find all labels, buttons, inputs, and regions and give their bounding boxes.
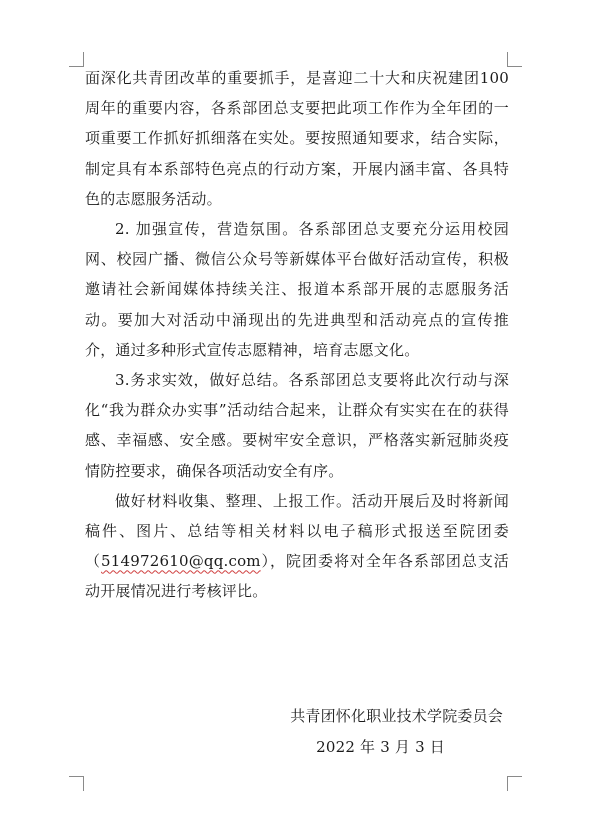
paragraph-materials <box>85 486 509 607</box>
margin-mark-bottom-right <box>507 776 522 791</box>
document-body <box>85 63 509 607</box>
signature-organization: 共青团怀化职业技术学院委员会 <box>290 707 503 725</box>
margin-mark-bottom-left <box>69 776 84 791</box>
paragraph-publicity: 2. 加强宣传，营造氛围。各系部团总支要充分运用校园网、校园广播、微信公众号等新媒体平台做好活动宣传，积极邀请社会新闻媒体持续关注、报道本系部开展的志愿服务活动。要加大对活动中涌现出的先进典型和活动亮点的宣传推介，通过多种形式宣传志愿精神，培育志愿文化。 <box>85 220 509 359</box>
materials-text-after: ），院团委将对全年各系部团总支活动开展情况进行考核评比。 <box>85 552 510 601</box>
paragraph-effectiveness: 3.务求实效，做好总结。各系部团总支要将此次行动与深化“我为群众办实事”活动结合起来，让群众有实实在在的获得感、幸福感、安全感。要树牢安全意识，严格落实新冠肺炎疫情防控要求，确保各项活动安全有序。 <box>85 371 509 480</box>
margin-mark-top-left <box>69 52 84 67</box>
margin-mark-top-right <box>507 52 522 67</box>
paragraph-continuation: 面深化共青团改革的重要抓手，是喜迎二十大和庆祝建团100周年的重要内容，各系部团总支要把此项工作作为全年团的一项重要工作抓好抓细落在实处。要按照通知要求，结合实际，制定具有本系部特色亮点的行动方案，开展内涵丰富、各具特色的志愿服务活动。 <box>85 69 509 208</box>
materials-text-before: 做好材料收集、整理、上报工作。活动开展后及时将新闻稿件、图片、总结等相关材料以电子稿形式报送至院团委（ <box>85 491 509 571</box>
email-address: 514972610@qq.com <box>101 552 261 571</box>
signature-date: 2022 年 3 月 3 日 <box>316 738 445 756</box>
